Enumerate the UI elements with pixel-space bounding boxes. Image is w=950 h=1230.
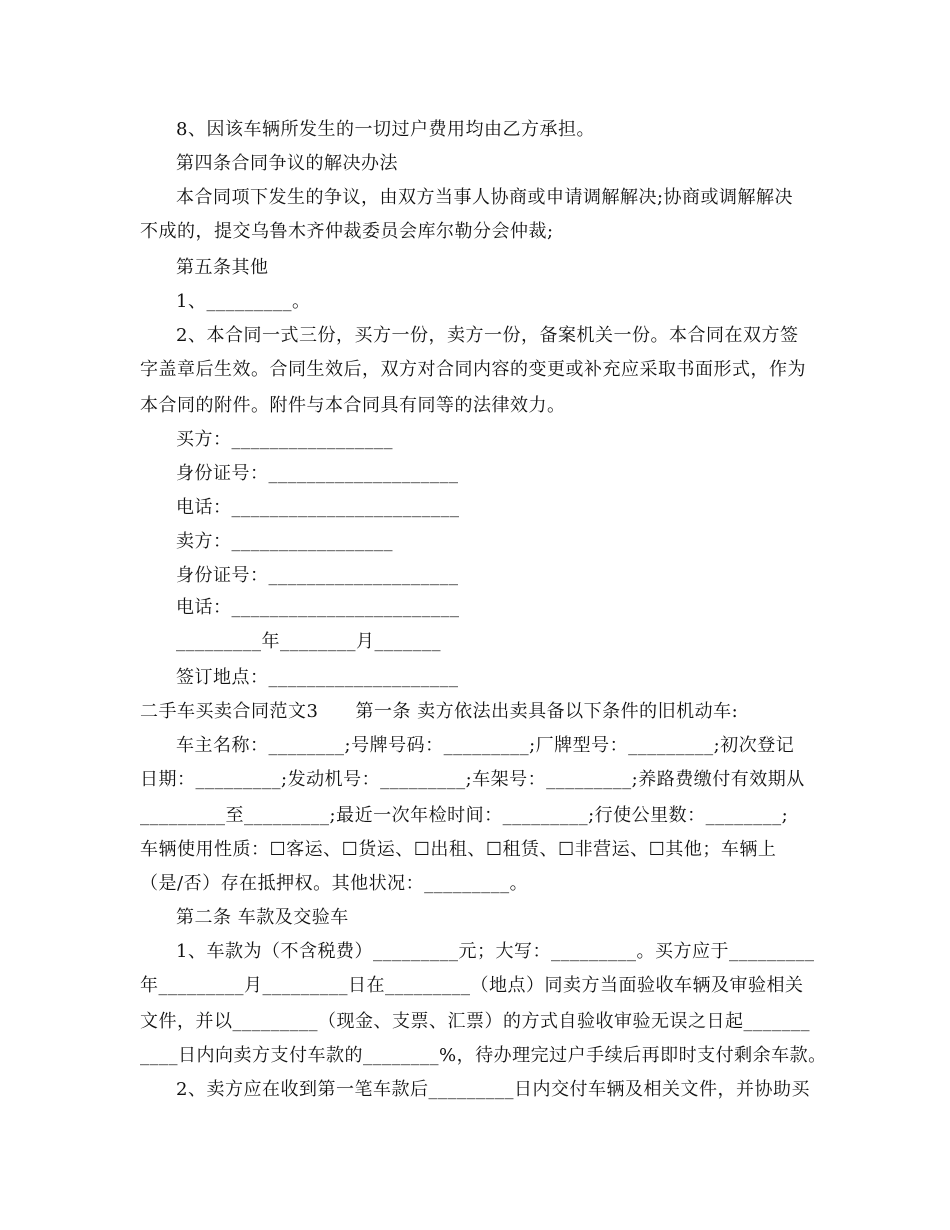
article-2-heading: 第二条 车款及交验车 xyxy=(176,907,349,928)
buyer-field: 买方：_________________ xyxy=(176,429,393,450)
payment-line-2: 年_________月_________日在_________（地点）同卖方当面验收车辆及审验相关 xyxy=(140,975,804,996)
vehicle-info-line-1: 车主名称：________;号牌号码：_________;厂牌型号：_________;初次登记 xyxy=(176,735,795,756)
sample-3-article-1-heading: 二手车买卖合同范文3 第一条 卖方依法出卖具备以下条件的旧机动车: xyxy=(140,701,739,722)
vehicle-info-line-2: 日期：_________;发动机号：_________;车架号：_________;养路费缴付有效期从 xyxy=(140,769,805,790)
vehicle-info-line-5: （是/否）存在抵押权。其他状况：_________。 xyxy=(140,873,529,894)
payment-line-4: ____日内向卖方支付车款的________%，待办理完过户手续后再即时支付剩余车款。 xyxy=(140,1045,827,1066)
seller-field: 卖方：_________________ xyxy=(176,531,393,552)
dispute-paragraph-line-2: 不成的，提交乌鲁木齐仲裁委员会库尔勒分会仲裁; xyxy=(140,221,554,242)
dispute-paragraph-line-1: 本合同项下发生的争议，由双方当事人协商或申请调解解决;协商或调解解决 xyxy=(176,187,794,208)
seller-phone-field: 电话：________________________ xyxy=(176,597,460,618)
payment-line-3: 文件，并以_________（现金、支票、汇票）的方式自验收审验无误之日起_______ xyxy=(140,1011,810,1032)
article-4-heading: 第四条合同争议的解决办法 xyxy=(176,153,398,174)
delivery-line-1: 2、卖方应在收到第一笔车款后_________日内交付车辆及相关文件，并协助买 xyxy=(176,1079,810,1100)
payment-line-1: 1、车款为（不含税费）_________元；大写：_________。买方应于_________ xyxy=(176,941,815,962)
copies-paragraph-line-3: 本合同的附件。附件与本合同具有同等的法律效力。 xyxy=(140,395,566,416)
clause-8-transfer-fees: 8、因该车辆所发生的一切过户费用均由乙方承担。 xyxy=(176,119,595,140)
buyer-id-field: 身份证号：____________________ xyxy=(176,463,459,484)
clause-1-blank: 1、_________。 xyxy=(176,291,311,312)
buyer-phone-field: 电话：________________________ xyxy=(176,497,460,518)
signing-place-field: 签订地点：____________________ xyxy=(176,667,459,688)
copies-paragraph-line-1: 2、本合同一式三份，买方一份，卖方一份，备案机关一份。本合同在双方签 xyxy=(176,325,799,346)
copies-paragraph-line-2: 字盖章后生效。合同生效后，双方对合同内容的变更或补充应采取书面形式，作为 xyxy=(140,359,806,380)
vehicle-info-line-3: _________至_________;最近一次年检时间：_________;行使公里数：________; xyxy=(140,805,789,826)
article-5-heading: 第五条其他 xyxy=(176,257,269,278)
seller-id-field: 身份证号：____________________ xyxy=(176,565,459,586)
date-field: _________年________月_______ xyxy=(176,631,441,652)
vehicle-info-line-4: 车辆使用性质：☐客运、☐货运、☐出租、☐租赁、☐非营运、☐其他；车辆上 xyxy=(140,839,777,860)
